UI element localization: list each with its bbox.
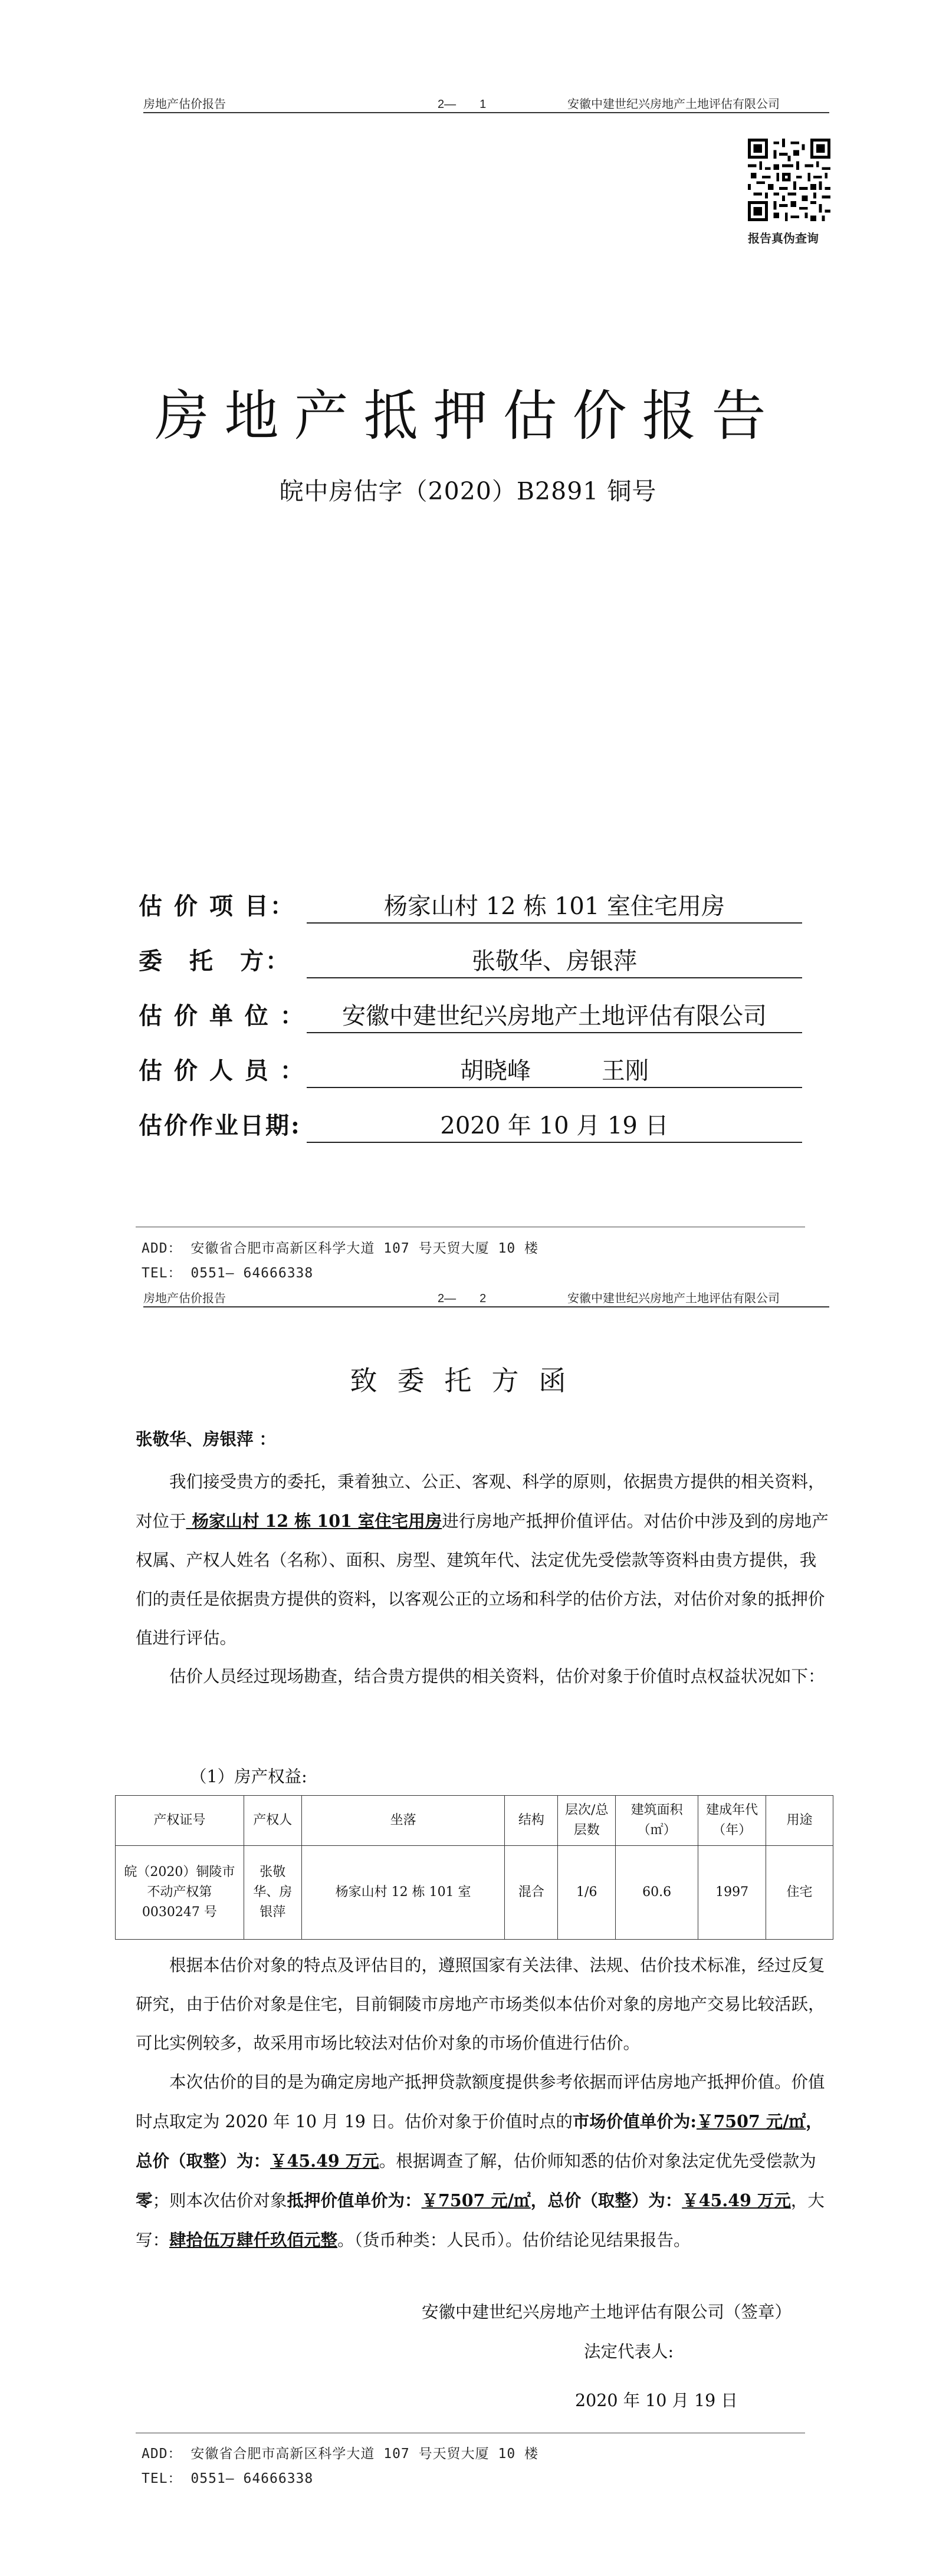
- th-owner: 产权人: [244, 1796, 301, 1846]
- page2-footer-tel: TEL： 0551— 64666338: [142, 2471, 314, 2486]
- cover-label-appraisers: 估 价 人 员 ：: [139, 1057, 306, 1085]
- p4-priority-zero: 零: [136, 2190, 153, 2210]
- qr-caption: 报告真伪查询: [748, 232, 819, 245]
- paragraph-2: 估价人员经过现场勘查，结合贵方提供的相关资料，估价对象于价值时点权益状况如下：: [169, 1667, 825, 1686]
- cover-value-client: 张敬华、房银萍: [307, 942, 802, 978]
- p1-text-b: 进行房地产抵押价值评估。对估价中涉及到的房地产权属、产权人姓名（名称）、面积、房型、建筑年代、法定优先受偿款等资料由贵方提供，我们的责任是依据贵方提供的资料，以客观公正的立场和科学的估价方法，对估价对象的抵押价值进行评估。: [136, 1512, 829, 1648]
- cell-owner: 张敬华、房银萍: [244, 1846, 301, 1940]
- signature-date: 2020 年 10 月 19 日: [575, 2391, 738, 2410]
- cover-value-project: 杨家山村 12 栋 101 室住宅用房: [307, 888, 802, 924]
- p4-mortgage-total-label: ，总价（取整）为：: [530, 2190, 682, 2210]
- th-cert-no: 产权证号: [116, 1796, 244, 1846]
- cell-year: 1997: [698, 1846, 766, 1940]
- cover-value-date: 2020 年 10 月 19 日: [307, 1107, 802, 1143]
- paragraph-1: [136, 1463, 832, 1658]
- page2-footer-address: ADD： 安徽省合肥市高新区科学大道 107 号天贸大厦 10 楼: [142, 2446, 539, 2462]
- p4-market-total: ￥45.49 万元: [270, 2151, 379, 2171]
- cover-label-company: 估 价 单 位 ：: [139, 1002, 306, 1030]
- cell-area: 60.6: [616, 1846, 698, 1940]
- page2-header-right: 安徽中建世纪兴房地产土地评估有限公司: [567, 1292, 780, 1305]
- p1-location: 杨家山村 12 栋 101 室住宅用房: [186, 1511, 442, 1531]
- page1-footer-address: ADD： 安徽省合肥市高新区科学大道 107 号天贸大厦 10 楼: [142, 1241, 539, 1256]
- paragraph-3: 根据本估价对象的特点及评估目的，遵照国家有关法律、法规、估价技术标准，经过反复研究，由于估价对象是住宅，目前铜陵市房地产市场类似本估价对象的房地产交易比较活跃，可比实例较多，故采用市场比较法对估价对象的市场价值进行估价。: [136, 1956, 825, 2053]
- cover-value-appraisers: 胡晓峰 王刚: [307, 1052, 802, 1088]
- p4-mortgage-unit-price: ￥7507 元/㎡: [421, 2190, 531, 2210]
- p4-mortgage-label: 抵押价值单价为：: [287, 2190, 422, 2210]
- p4-total-label: ，总价（取整）为：: [136, 2111, 823, 2171]
- page2-header-page: 2— 2: [438, 1292, 487, 1305]
- page1-title: 房地产抵押估价报告: [155, 385, 781, 448]
- p4-mortgage-total: ￥45.49 万元: [682, 2190, 791, 2210]
- p4-capital-amount: 肆拾伍万肆仟玖佰元整: [169, 2230, 338, 2250]
- page1-header-page: 2— 1: [438, 98, 487, 111]
- p4-text-a: 本次估价的目的是为确定房地产抵押贷款额度提供参考依据而评估房地产抵押价值。价值时点取定为 2020 年 10 月 19 日。估价对象于价值时点的: [136, 2072, 825, 2131]
- qr-code[interactable]: [748, 139, 830, 221]
- cover-value-company: 安徽中建世纪兴房地产土地评估有限公司: [307, 997, 802, 1033]
- page2-header-left: 房地产估价报告: [143, 1292, 226, 1305]
- page1-header-left: 房地产估价报告: [143, 98, 226, 111]
- table-row: [116, 1846, 833, 1940]
- cell-structure: 混合: [505, 1846, 558, 1940]
- cover-label-client: 委 托 方：: [139, 947, 291, 975]
- cell-floor: 1/6: [558, 1846, 616, 1940]
- th-location: 坐落: [301, 1796, 505, 1846]
- p4-market-unit-price: ￥7507 元/㎡: [696, 2111, 806, 2131]
- p4-text-f: 。（货币种类：人民币）。估价结论见结果报告。: [337, 2230, 691, 2250]
- page1-footer-tel: TEL： 0551— 64666338: [142, 1266, 314, 1281]
- signature-representative: 法定代表人:: [584, 2342, 674, 2361]
- p4-text-d: ；则本次估价对象: [152, 2191, 287, 2210]
- cover-label-project: 估 价 项 目：: [139, 892, 295, 920]
- page2-header-rule: [143, 1306, 829, 1307]
- p4-text-c: 。根据调查了解，估价师知悉的估价对象法定优先受偿款为: [379, 2151, 816, 2171]
- th-year: 建成年代（年）: [698, 1796, 766, 1846]
- p1-text-a: 我们接受贵方的委托，秉着独立、公正、客观、科学的原则，依据贵方提供的相关资料，对位于: [136, 1472, 825, 1531]
- letter-title: 致委托方函: [350, 1365, 586, 1397]
- page1-header-rule: [143, 112, 829, 113]
- p4-market-label: 市场价值单价为:: [572, 2111, 697, 2131]
- page1-header-right: 安徽中建世纪兴房地产土地评估有限公司: [567, 98, 780, 111]
- th-area: 建筑面积（㎡）: [616, 1796, 698, 1846]
- paragraph-4: [136, 2063, 832, 2260]
- th-floor: 层次/总层数: [558, 1796, 616, 1846]
- cell-cert-no: 皖（2020）铜陵市不动产权第0030247 号: [116, 1846, 244, 1940]
- p4-text-e: ，大写：: [136, 2191, 825, 2250]
- cell-usage: 住宅: [766, 1846, 833, 1940]
- cover-label-date: 估价作业日期:: [139, 1112, 301, 1139]
- table-caption: （1）房产权益:: [190, 1767, 307, 1786]
- property-rights-table: [115, 1795, 833, 1940]
- cell-location: 杨家山村 12 栋 101 室: [301, 1846, 505, 1940]
- report-number: 皖中房估字（2020）B2891 铜号: [279, 477, 657, 505]
- th-structure: 结构: [505, 1796, 558, 1846]
- salutation: 张敬华、房银萍 ：: [136, 1429, 276, 1449]
- th-usage: 用途: [766, 1796, 833, 1846]
- signature-company: 安徽中建世纪兴房地产土地评估有限公司（签章）: [422, 2302, 792, 2322]
